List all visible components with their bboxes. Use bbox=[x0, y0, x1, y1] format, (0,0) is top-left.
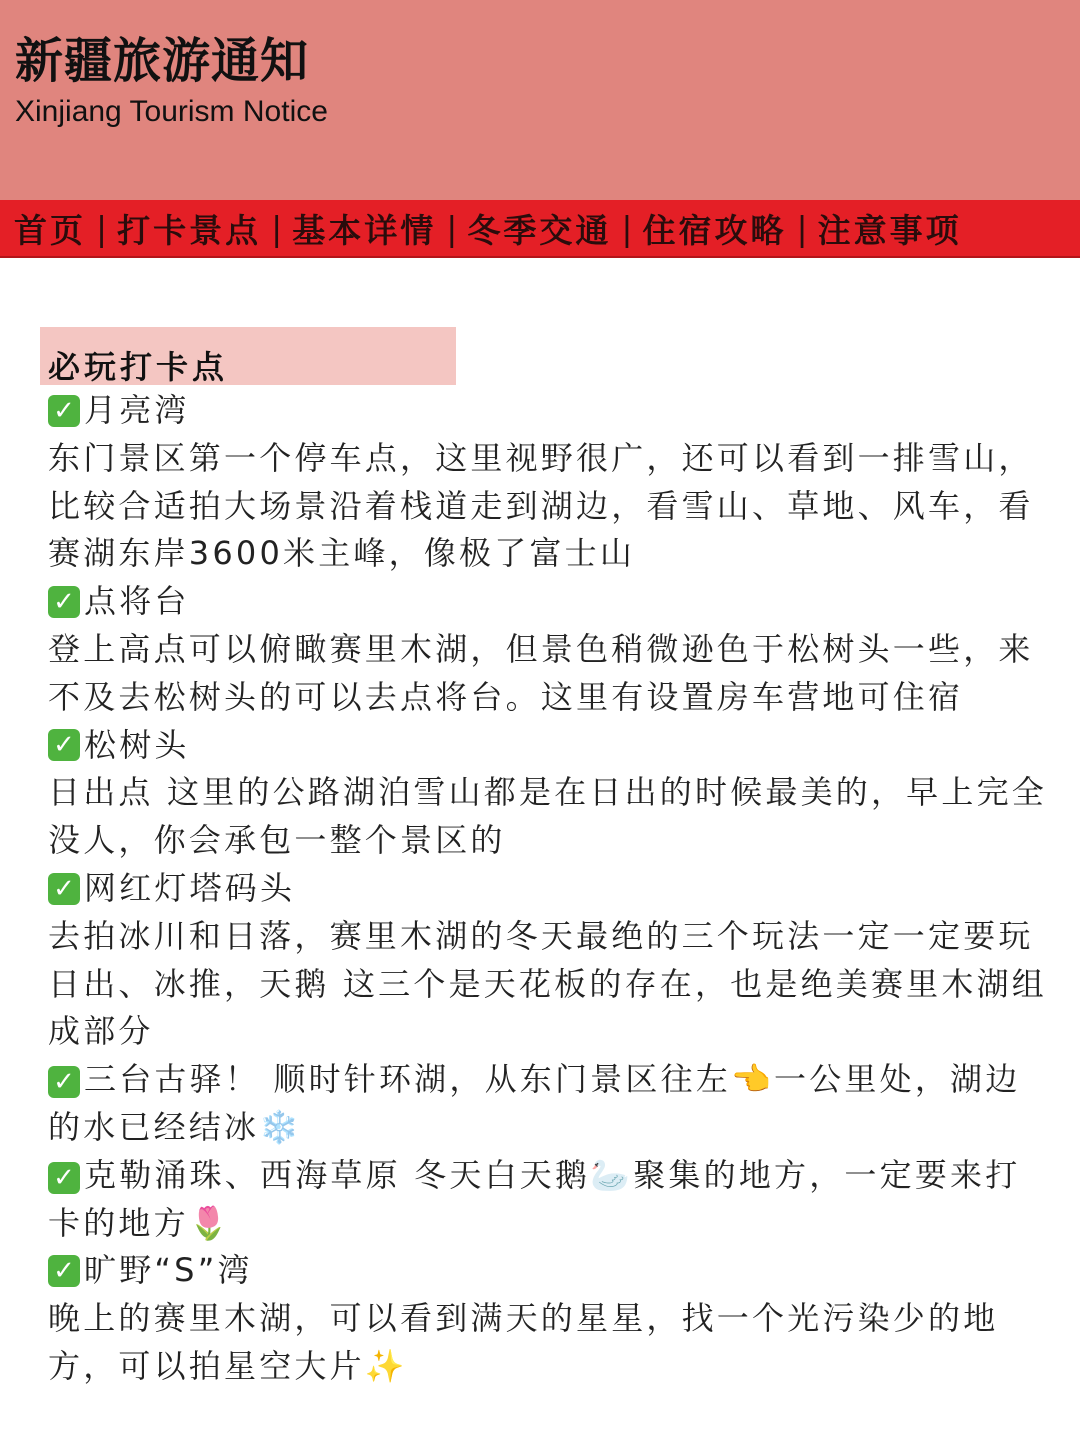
nav-item-accommodation[interactable]: 住宿攻略 bbox=[642, 210, 787, 250]
nav-separator: | bbox=[621, 208, 633, 248]
item-name: 月亮湾 bbox=[84, 391, 190, 429]
item-heading bbox=[48, 1247, 1048, 1295]
nav-separator: | bbox=[96, 208, 108, 248]
attraction-list bbox=[48, 387, 1048, 1391]
page-title: 新疆旅游通知 bbox=[15, 33, 310, 89]
list-item bbox=[48, 1152, 1048, 1248]
item-description: 日出点 这里的公路湖泊雪山都是在日出的时候最美的，早上完全没人，你会承包一整个景区的 bbox=[48, 773, 1047, 860]
item-heading bbox=[48, 722, 1048, 770]
list-item bbox=[48, 578, 1048, 721]
item-name: 克勒涌珠、西海草原 冬天白天鹅🦢聚集的地方，一定要来打卡的地方🌷 bbox=[48, 1155, 1021, 1242]
nav-separator: | bbox=[446, 208, 458, 248]
item-heading bbox=[48, 578, 1048, 626]
list-item bbox=[48, 387, 1048, 578]
nav-item-home[interactable]: 首页 bbox=[14, 210, 86, 250]
page-subtitle: Xinjiang Tourism Notice bbox=[15, 95, 328, 128]
nav-item-attractions[interactable]: 打卡景点 bbox=[117, 210, 262, 250]
item-name: 点将台 bbox=[84, 582, 190, 621]
check-mark-icon: ✓ bbox=[48, 1162, 80, 1194]
nav-bar bbox=[0, 200, 1080, 258]
list-item bbox=[48, 1247, 1048, 1390]
item-name: 三台古驿！ 顺时针环湖，从东门景区往左👈一公里处，湖边的水已经结冰❄️ bbox=[48, 1060, 1021, 1146]
list-item bbox=[48, 1056, 1048, 1152]
item-heading bbox=[48, 865, 1048, 913]
check-mark-icon: ✓ bbox=[48, 873, 80, 905]
nav-item-winter-transport[interactable]: 冬季交通 bbox=[467, 210, 612, 250]
item-heading bbox=[48, 387, 1048, 435]
item-description bbox=[48, 1152, 1048, 1248]
section-title: 必玩打卡点 bbox=[48, 348, 229, 386]
item-description: 登上高点可以俯瞰赛里木湖，但景色稍微逊色于松树头一些，来不及去松树头的可以去点将台。这里有设置房车营地可住宿 bbox=[48, 629, 1034, 716]
check-mark-icon: ✓ bbox=[48, 1255, 80, 1287]
item-description: 去拍冰川和日落，赛里木湖的冬天最绝的三个玩法一定一定要玩 日出、冰推，天鹅 这三个是天花板的存在，也是绝美赛里木湖组成部分 bbox=[48, 916, 1047, 1051]
check-mark-icon: ✓ bbox=[48, 729, 80, 761]
check-mark-icon: ✓ bbox=[48, 1066, 80, 1098]
item-description: 晚上的赛里木湖，可以看到满天的星星，找一个光污染少的地方，可以拍星空大片✨ bbox=[48, 1299, 999, 1385]
list-item bbox=[48, 722, 1048, 865]
item-description: 东门景区第一个停车点，这里视野很广，还可以看到一排雪山，比较合适拍大场景沿着栈道走到湖边，看雪山、草地、风车，看赛湖东岸3600米主峰，像极了富士山 bbox=[48, 438, 1034, 573]
item-description bbox=[48, 1056, 1048, 1152]
check-mark-icon: ✓ bbox=[48, 586, 80, 618]
header-banner bbox=[0, 0, 1080, 200]
nav-item-precautions[interactable]: 注意事项 bbox=[817, 210, 962, 250]
item-name: 松树头 bbox=[84, 725, 190, 764]
nav-item-basic-details[interactable]: 基本详情 bbox=[292, 210, 437, 250]
check-mark-icon: ✓ bbox=[48, 395, 80, 427]
list-item bbox=[48, 865, 1048, 1056]
nav-separator: | bbox=[271, 208, 283, 248]
item-name: 网红灯塔码头 bbox=[84, 868, 296, 907]
nav-separator: | bbox=[796, 208, 808, 248]
item-name: 旷野“S”湾 bbox=[84, 1251, 253, 1290]
